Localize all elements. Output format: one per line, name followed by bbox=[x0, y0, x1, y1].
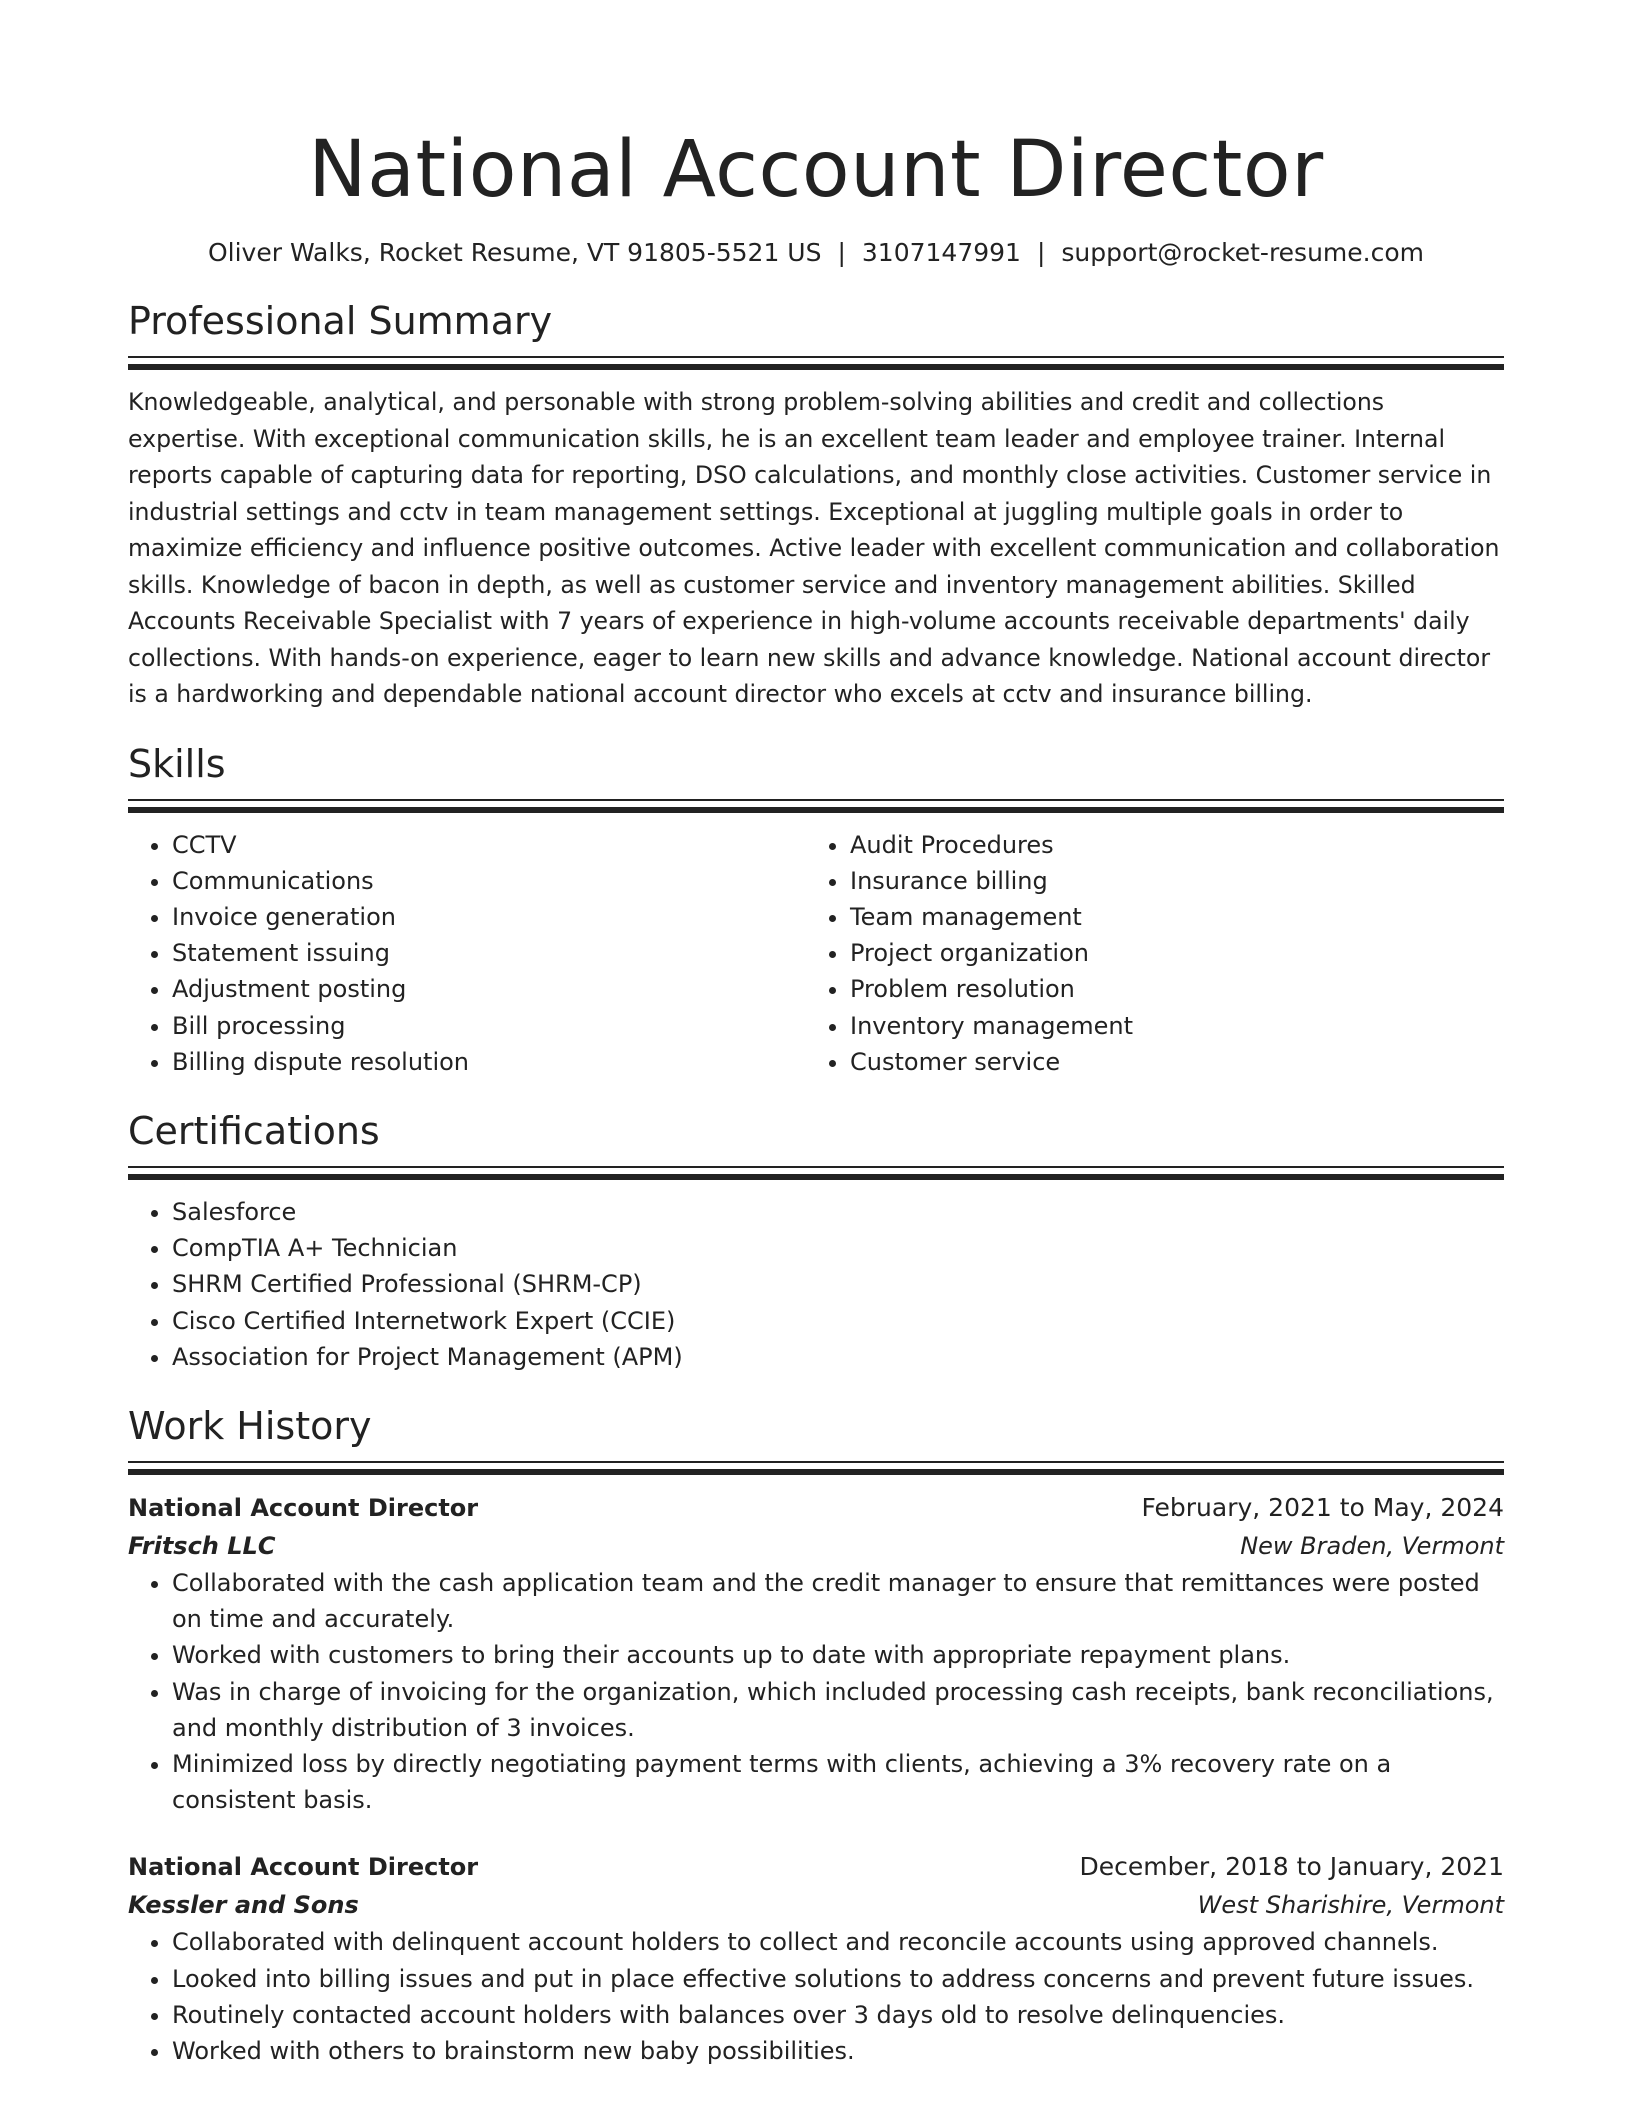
job-subheader bbox=[128, 1527, 1504, 1565]
skills-grid bbox=[128, 827, 1504, 1080]
job-bullet: • Collaborated with delinquent account holders to collect and reconcile accounts using approved channels. bbox=[172, 1924, 1504, 1960]
job-location: New Braden, Vermont bbox=[1240, 1531, 1504, 1560]
skill-item: • CCTV bbox=[172, 827, 806, 863]
job-bullet: • Routinely contacted account holders with balances over 3 days old to resolve delinquencies. bbox=[172, 1997, 1504, 2033]
job-bullet: • Was in charge of invoicing for the organization, which included processing cash receipts, bank reconciliations, and monthly distribution of 3 invoices. bbox=[172, 1674, 1504, 1746]
contact-phone: 3107147991 bbox=[861, 238, 1021, 267]
section-heading-skills: Skills bbox=[128, 741, 226, 786]
job-location: West Sharishire, Vermont bbox=[1197, 1891, 1504, 1920]
job-entry bbox=[128, 1848, 1504, 2069]
certification-item: • Salesforce bbox=[172, 1194, 1504, 1230]
certification-item: • Association for Project Management (APM) bbox=[172, 1339, 1504, 1375]
skills-column-left bbox=[128, 827, 806, 1080]
contact-address: Oliver Walks, Rocket Resume, VT 91805-5521 US bbox=[207, 238, 822, 267]
section-divider bbox=[128, 356, 1504, 370]
resume-title: National Account Director bbox=[308, 125, 1324, 215]
skills-section bbox=[128, 739, 1504, 1080]
section-heading-work-history: Work History bbox=[128, 1403, 372, 1448]
skill-item: • Insurance billing bbox=[850, 863, 1504, 899]
job-dates: February, 2021 to May, 2024 bbox=[1141, 1492, 1504, 1522]
skill-item: • Billing dispute resolution bbox=[172, 1044, 806, 1080]
section-divider bbox=[128, 799, 1504, 813]
resume-page bbox=[128, 0, 1504, 2069]
skill-item: • Inventory management bbox=[850, 1008, 1504, 1044]
skill-item: • Adjustment posting bbox=[172, 971, 806, 1007]
job-bullet: • Minimized loss by directly negotiating payment terms with clients, achieving a 3% recovery rate on a consistent basis. bbox=[172, 1746, 1504, 1818]
section-divider bbox=[128, 1461, 1504, 1475]
certification-item: • CompTIA A+ Technician bbox=[172, 1230, 1504, 1266]
section-heading-certifications: Certifications bbox=[128, 1108, 380, 1153]
contact-separator: | bbox=[837, 238, 846, 267]
contact-separator: | bbox=[1036, 238, 1046, 267]
job-subheader bbox=[128, 1886, 1504, 1924]
skill-item: • Communications bbox=[172, 863, 806, 899]
job-bullet: • Worked with others to brainstorm new baby possibilities. bbox=[172, 2033, 1504, 2069]
skills-column-right bbox=[806, 827, 1504, 1080]
skill-item: • Invoice generation bbox=[172, 899, 806, 935]
job-bullets bbox=[128, 1565, 1504, 1818]
job-bullet: • Looked into billing issues and put in place effective solutions to address concerns and prevent future issues. bbox=[172, 1961, 1504, 1997]
job-title: National Account Director bbox=[128, 1493, 479, 1522]
work-history-section bbox=[128, 1401, 1504, 2069]
certification-item: • Cisco Certified Internetwork Expert (CCIE) bbox=[172, 1303, 1504, 1339]
skill-item: • Audit Procedures bbox=[850, 827, 1504, 863]
skill-item: • Bill processing bbox=[172, 1008, 806, 1044]
job-bullet: • Worked with customers to bring their accounts up to date with appropriate repayment plans. bbox=[172, 1637, 1504, 1673]
section-heading-summary: Professional Summary bbox=[128, 299, 553, 343]
section-divider bbox=[128, 1166, 1504, 1180]
certifications-section bbox=[128, 1106, 1504, 1375]
job-header bbox=[128, 1848, 1504, 1886]
job-entry bbox=[128, 1489, 1504, 1818]
job-bullet: • Collaborated with the cash application team and the credit manager to ensure that remittances were posted on time and accurately. bbox=[172, 1565, 1504, 1637]
summary-section bbox=[128, 296, 1504, 713]
skill-item: • Customer service bbox=[850, 1044, 1504, 1080]
job-header bbox=[128, 1489, 1504, 1527]
contact-line bbox=[128, 236, 1504, 270]
skill-item: • Project organization bbox=[850, 935, 1504, 971]
summary-text: Knowledgeable, analytical, and personable with strong problem-solving abilities and credit and collections expertise. With exceptional communication skills, he is an excellent team leader and employee trainer. Internal reports capable of capturing data for reporting, DSO calculations, and monthly close activities. Customer service in industrial settings and cctv in team management settings. Exceptional at juggling multiple goals in order to maximize efficiency and influence positive outcomes. Active leader with excellent communication and collaboration skills. Knowledge of bacon in depth, as well as customer service and inventory management abilities. Skilled Accounts Receivable Specialist with 7 years of experience in high-volume accounts receivable departments' daily collections. With hands-on experience, eager to learn new skills and advance knowledge. National account director is a hardworking and dependable national account director who excels at cctv and insurance billing. bbox=[128, 388, 1500, 708]
job-title: National Account Director bbox=[128, 1853, 479, 1882]
certification-item: • SHRM Certified Professional (SHRM-CP) bbox=[172, 1266, 1504, 1302]
skill-item: • Team management bbox=[850, 899, 1504, 935]
job-company: Fritsch LLC bbox=[128, 1531, 276, 1560]
skill-item: • Statement issuing bbox=[172, 935, 806, 971]
job-company: Kessler and Sons bbox=[128, 1891, 359, 1920]
job-bullets bbox=[128, 1924, 1504, 2069]
skill-item: • Problem resolution bbox=[850, 971, 1504, 1007]
contact-email: support@rocket-resume.com bbox=[1061, 238, 1425, 267]
certification-list bbox=[128, 1194, 1504, 1375]
job-dates: December, 2018 to January, 2021 bbox=[1079, 1852, 1504, 1882]
